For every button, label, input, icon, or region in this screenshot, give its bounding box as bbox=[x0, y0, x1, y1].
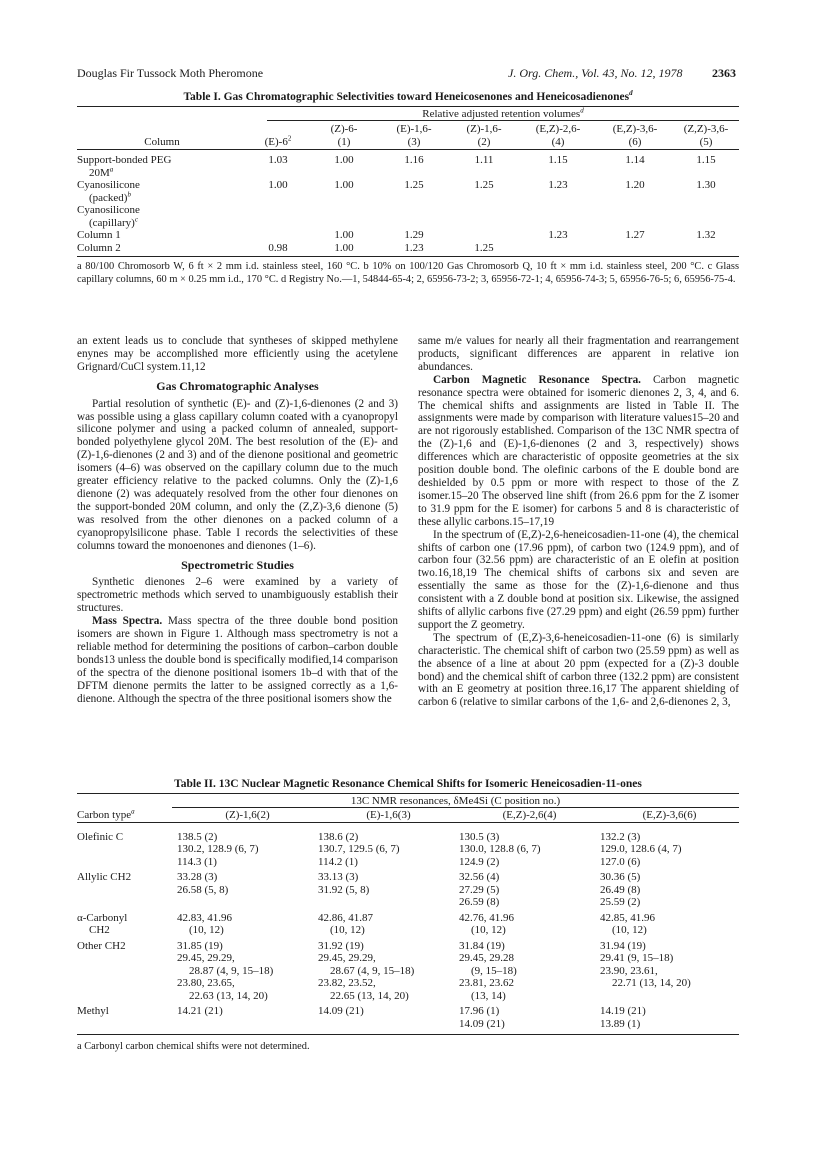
table-cell bbox=[177, 868, 318, 909]
row-label-sup: a bbox=[109, 164, 114, 173]
carbon-type-cell bbox=[77, 909, 177, 937]
table-1-head-row-2 bbox=[77, 136, 739, 150]
carbon-type-line: Allylic CH2 bbox=[77, 871, 132, 883]
cell-line: 138.5 (2) bbox=[177, 830, 218, 843]
cell-line: 26.59 (8) bbox=[459, 896, 500, 908]
table-cell bbox=[519, 204, 597, 229]
carbon-type-text: Carbon type bbox=[77, 809, 132, 821]
table-cell: 1.25 bbox=[474, 241, 494, 254]
table-cell: 1.14 bbox=[625, 154, 645, 166]
table-1-col-head-top: (E,Z)-2,6- bbox=[535, 123, 581, 135]
row-label-sup: b bbox=[127, 189, 131, 198]
table-1-col-head-text: (4) bbox=[551, 135, 565, 148]
section-heading-gc: Gas Chromatographic Analyses bbox=[156, 378, 319, 393]
table-cell: 1.29 bbox=[404, 229, 424, 241]
carbon-type-line: α-Carbonyl bbox=[77, 911, 128, 924]
table-1-col-head-sup: 2 bbox=[287, 133, 292, 142]
table-cell bbox=[177, 1002, 318, 1030]
left-col-paragraph-3 bbox=[77, 615, 398, 705]
row-label-line: Cyanosilicone bbox=[77, 179, 140, 191]
cell-line: 114.3 (1) bbox=[177, 855, 217, 868]
table-1-col-head-text: (E)-6 bbox=[264, 135, 288, 148]
table-cell bbox=[318, 1002, 459, 1030]
table-1-group-header-sup: d bbox=[580, 106, 584, 115]
carbon-type-line: CH2 bbox=[89, 924, 110, 936]
cell-line: 29.45, 29.29, bbox=[318, 952, 376, 964]
table-cell bbox=[459, 868, 600, 909]
table-2-col-head: (E)-1,6(3) bbox=[318, 809, 459, 822]
table-1-col-head-top bbox=[247, 123, 309, 136]
table-1-col-head-text: (6) bbox=[628, 135, 642, 148]
carbon-type-sup: a bbox=[131, 807, 135, 816]
table-cell: 0.98 bbox=[268, 241, 288, 254]
cell-line: 31.84 (19) bbox=[459, 939, 505, 952]
table-cell bbox=[318, 868, 459, 909]
row-label-line: Column 2 bbox=[77, 241, 121, 254]
table-cell bbox=[247, 204, 309, 229]
cell-line: 31.92 (19) bbox=[318, 939, 364, 952]
table-cell: 1.00 bbox=[334, 229, 354, 241]
table-cell bbox=[600, 909, 739, 937]
cell-line: (9, 15–18) bbox=[471, 964, 517, 977]
cell-line: 31.92 (5, 8) bbox=[318, 883, 370, 896]
table-1-col-head-bottom bbox=[673, 136, 739, 150]
cell-line: 129.0, 128.6 (4, 7) bbox=[600, 843, 682, 855]
table-cell: 1.23 bbox=[548, 229, 568, 241]
right-column bbox=[418, 335, 739, 709]
table-cell bbox=[597, 204, 673, 229]
carbon-type-line: Other CH2 bbox=[77, 939, 126, 952]
cell-line: 14.09 (21) bbox=[318, 1005, 364, 1017]
table-1-row-label bbox=[77, 242, 247, 255]
table-1-grid bbox=[77, 123, 739, 254]
table-cell bbox=[177, 937, 318, 1003]
table-row bbox=[77, 868, 739, 909]
table-cell: 1.15 bbox=[696, 154, 716, 166]
table-2-col-head: (E,Z)-3,6(6) bbox=[600, 809, 739, 822]
right-col-paragraph-1-text: Carbon magnetic resonance spectra were obtained for isomeric dienones 2, 3, 4, and 6. The chemical shifts and assignments are listed in Table II. The assignments were made by comparison with literature values15–20 and are not rigorously established. Comparison of the 13C NMR spectra of the (Z)-1,6 and (E)-1,6-dienones (2 and 3, respectively) shows differences which are characteristic of opposite geometries at the six position double bond. The olefinic carbons of the E double bond are deshielded by 0.5 ppm or more with respect to those of the Z isomer.15–20 The observed line shift (from 26.6 ppm for the Z isomer to 31.9 ppm for the E isomer) for carbons 5 and 8 is characteristic of these allylic carbons.15–17,19 bbox=[418, 373, 739, 528]
cell-line: 132.2 (3) bbox=[600, 830, 641, 843]
table-cell bbox=[459, 1002, 600, 1030]
cell-line: 32.56 (4) bbox=[459, 871, 500, 883]
cell-line: 14.09 (21) bbox=[459, 1017, 505, 1030]
row-label-line: (capillary)$^c$ bbox=[89, 214, 138, 229]
cell-line: 26.49 (8) bbox=[600, 883, 641, 896]
table-cell bbox=[597, 242, 673, 255]
table-1-col-head-bottom bbox=[449, 136, 519, 150]
table-cell: 1.00 bbox=[334, 154, 354, 166]
table-2-col-head: (E,Z)-2,6(4) bbox=[459, 809, 600, 822]
cell-line: 124.9 (2) bbox=[459, 855, 500, 868]
mass-spectra-heading: Mass Spectra. bbox=[92, 615, 163, 628]
cell-line: 33.13 (3) bbox=[318, 871, 359, 883]
table-cell: 1.00 bbox=[334, 179, 354, 191]
cell-line: 130.0, 128.8 (6, 7) bbox=[459, 843, 541, 855]
carbon-type-line: Methyl bbox=[77, 1005, 109, 1017]
table-cell bbox=[379, 204, 449, 229]
table-2-group-rule bbox=[172, 807, 739, 808]
table-row bbox=[77, 937, 739, 1003]
left-col-paragraph-0: an extent leads us to conclude that syntheses of skipped methylene enynes may be accomplished more efficiently using the acetylene Grignard/CuCl system.11,12 bbox=[77, 335, 398, 373]
table-row bbox=[77, 822, 739, 868]
section-heading-spectrometric: Spectrometric Studies bbox=[181, 557, 294, 572]
left-col-paragraph-1: Partial resolution of synthetic (E)- and (Z)-1,6-dienones (2 and 3) was possible using a glass capillary column coated with a cyanopropyl silicone polymer and using a packed column of annealed, support-bonded polyethylene glycol 20M. The best resolution of the (E)- and (Z)-1,6-dienones (2 and 3) and of the dienone positional and geometric isomers (4–6) was observed on the capillary column due to the much greater efficiency relative to the packed columns. Only the (Z)-1,6 dienone (2) was adequately resolved from the other four dienones on the support-bonded 20M column, and only the (Z,Z)-3,6 dienone (5) was resolved from the other dienones on a packed column of a cyanopropylsilicone phase. Table I records the selectivities of these columns toward the monoenones and dienones (1–6). bbox=[77, 397, 398, 552]
table-1-col-head-bottom bbox=[247, 133, 309, 150]
table-row bbox=[77, 204, 739, 229]
table-cell bbox=[600, 937, 739, 1003]
table-1-col-head-text: (5) bbox=[699, 135, 713, 148]
table-1-col-head-bottom bbox=[597, 136, 673, 150]
table-row bbox=[77, 1002, 739, 1030]
table-cell: 1.20 bbox=[625, 179, 645, 191]
table-2-head-row bbox=[77, 809, 739, 822]
page-number: 2363 bbox=[712, 66, 736, 80]
cell-line: 28.87 (4, 9, 15–18) bbox=[189, 964, 274, 977]
cell-line: 23.80, 23.65, bbox=[177, 977, 235, 989]
table-cell: 1.00 bbox=[334, 241, 354, 254]
table-1-col-head-top: (E,Z)-3,6- bbox=[612, 123, 658, 135]
table-cell: 1.23 bbox=[548, 179, 568, 191]
table-1-col-head-top: (Z,Z)-3,6- bbox=[683, 123, 729, 135]
table-1-col-head-text: (2) bbox=[477, 135, 491, 148]
row-label-line: (packed)$^b$ bbox=[89, 189, 131, 204]
cell-line: 114.2 (1) bbox=[318, 855, 358, 868]
cell-line: 28.67 (4, 9, 15–18) bbox=[330, 964, 415, 977]
cell-line: 22.71 (13, 14, 20) bbox=[612, 977, 691, 989]
table-1-col-head-bottom bbox=[309, 136, 379, 150]
running-head-title: Douglas Fir Tussock Moth Pheromone bbox=[77, 66, 264, 80]
table-1 bbox=[77, 91, 739, 286]
table-1-head bbox=[77, 123, 739, 150]
cell-line: 13.89 (1) bbox=[600, 1017, 641, 1030]
right-col-paragraph-3: The spectrum of (E,Z)-3,6-heneicosadien-11-one (6) is similarly characteristic. The chemical shift of carbon two (25.59 ppm) as well as the absence of a line at about 20 ppm (expected for a (Z)-3 double bond) and the chemical shift of carbon three (132.2 ppm) are consistent with an E geometry at position three.16,17 The apparent shielding of carbon 6 (relative to similar carbons of the 1,6- and 2,6-dienones 2, 3, bbox=[418, 631, 739, 709]
cell-line: (10, 12) bbox=[189, 924, 224, 936]
table-1-row-label bbox=[77, 229, 247, 242]
cell-line: (10, 12) bbox=[330, 924, 365, 936]
table-2-grid bbox=[77, 809, 739, 1030]
table-cell bbox=[459, 822, 600, 868]
cell-line: 30.36 (5) bbox=[600, 871, 641, 883]
table-cell bbox=[309, 204, 379, 229]
table-cell bbox=[177, 822, 318, 868]
table-cell bbox=[318, 909, 459, 937]
cmr-heading: Carbon Magnetic Resonance Spectra. bbox=[433, 373, 641, 386]
table-cell bbox=[673, 204, 739, 229]
cell-line: 14.21 (21) bbox=[177, 1005, 223, 1017]
table-2-bottom-rule bbox=[77, 1034, 739, 1035]
table-1-col-head-text: (1) bbox=[337, 135, 351, 148]
table-1-group-rule bbox=[267, 120, 739, 121]
cell-line: 127.0 (6) bbox=[600, 855, 641, 868]
table-cell: 1.11 bbox=[474, 154, 494, 166]
carbon-type-line: Olefinic C bbox=[77, 830, 124, 843]
cell-line: 29.41 (9, 15–18) bbox=[600, 952, 674, 964]
cell-line: 42.76, 41.96 bbox=[459, 911, 514, 924]
carbon-type-cell bbox=[77, 822, 177, 868]
cell-line: (10, 12) bbox=[471, 924, 506, 936]
table-1-body bbox=[77, 150, 739, 255]
table-2-footnote: a Carbonyl carbon chemical shifts were not determined. bbox=[77, 1041, 310, 1052]
table-cell: 1.30 bbox=[696, 179, 716, 191]
cell-line: 138.6 (2) bbox=[318, 830, 359, 843]
table-1-bottom-rule bbox=[77, 256, 739, 257]
table-2-group-header: 13C NMR resonances, δMe4Si (C position no.) bbox=[350, 795, 561, 807]
table-cell bbox=[318, 937, 459, 1003]
journal-citation: J. Org. Chem., Vol. 43, No. 12, 1978 bbox=[508, 66, 683, 80]
cell-line: 22.63 (13, 14, 20) bbox=[189, 989, 268, 1002]
table-1-col-head-bottom bbox=[379, 136, 449, 150]
table-row bbox=[77, 150, 739, 180]
table-1-title-sup: d bbox=[629, 89, 633, 98]
table-cell bbox=[459, 937, 600, 1003]
table-cell bbox=[600, 868, 739, 909]
cell-line: 23.90, 23.61, bbox=[600, 964, 658, 977]
cell-line: 22.65 (13, 14, 20) bbox=[330, 989, 409, 1002]
table-1-row-label bbox=[77, 179, 247, 204]
table-cell: 1.16 bbox=[404, 154, 424, 166]
row-label-sup: c bbox=[134, 214, 138, 223]
cell-line: 130.2, 128.9 (6, 7) bbox=[177, 843, 259, 855]
carbon-type-cell bbox=[77, 937, 177, 1003]
table-2-body bbox=[77, 822, 739, 1030]
cell-line: 33.28 (3) bbox=[177, 871, 218, 883]
table-cell bbox=[673, 242, 739, 255]
cell-line: 31.85 (19) bbox=[177, 939, 223, 952]
table-cell: 1.23 bbox=[404, 241, 424, 254]
table-cell bbox=[449, 229, 519, 242]
cell-line: 29.45, 29.28 bbox=[459, 952, 514, 964]
row-label-line: Cyanosilicone bbox=[77, 204, 140, 216]
left-column bbox=[77, 335, 398, 705]
table-row bbox=[77, 229, 739, 242]
table-1-title-text: Table I. Gas Chromatographic Selectivities toward Heneicosenones and Heneicosadienones bbox=[183, 91, 630, 103]
table-1-group-header bbox=[267, 108, 739, 120]
table-2 bbox=[77, 778, 739, 1053]
table-1-row-label bbox=[77, 204, 247, 229]
table-1-row-label bbox=[77, 150, 247, 180]
cell-line: 42.83, 41.96 bbox=[177, 911, 232, 924]
cell-line: 17.96 (1) bbox=[459, 1005, 500, 1017]
cell-line: 130.5 (3) bbox=[459, 830, 500, 843]
left-col-paragraph-3-text: Mass spectra of the three double bond position isomers are shown in Figure 1. Although mass spectrometry is not a reliable method for determining the positions of carbon–carbon double bonds13 unless the double bond is specifically modified,14 comparison of the spectra of the dienone positional isomers 1b–d with that of the DFTM dienone permits the latter to be assigned correctly as a 1,6-dienone. Although the spectra of the three positional isomers show the bbox=[77, 615, 398, 705]
table-cell: 1.15 bbox=[548, 154, 568, 166]
table-cell bbox=[600, 822, 739, 868]
table-1-title bbox=[77, 91, 739, 103]
table-1-col-head-top: (Z)-6- bbox=[330, 123, 358, 135]
right-col-paragraph-1 bbox=[418, 374, 739, 529]
table-cell: 1.25 bbox=[404, 179, 424, 191]
table-1-footnote: a 80/100 Chromosorb W, 6 ft × 2 mm i.d. stainless steel, 160 °C. b 10% on 100/120 Gas Chromosorb Q, 10 ft × mm i.d. stainless steel, 200 °C. c Glass capillary columns, 60 m × 0.25 mm i.d., 170 °C. d Registry No.—1, 54844-65-4; 2, 65956-73-2; 3, 65956-72-1; 4, 65956-74-3; 5, 65956-76-5; 6, 65956-75-4. bbox=[77, 261, 739, 285]
cell-line: (13, 14) bbox=[471, 989, 506, 1002]
table-row bbox=[77, 242, 739, 255]
table-1-col-head-top: (E)-1,6- bbox=[396, 123, 432, 135]
right-col-paragraph-0: same m/e values for nearly all their fragmentation and rearrangement products, significant differences are apparent in relative ion abundances. bbox=[418, 335, 739, 373]
table-cell bbox=[459, 909, 600, 937]
carbon-type-cell bbox=[77, 1002, 177, 1030]
cell-line: 31.94 (19) bbox=[600, 939, 646, 952]
table-1-column-label: Column bbox=[77, 136, 247, 150]
table-cell bbox=[519, 242, 597, 255]
table-1-head-empty bbox=[77, 123, 247, 136]
right-col-paragraph-2: In the spectrum of (E,Z)-2,6-heneicosadien-11-one (4), the chemical shifts of carbon one (17.96 ppm), of carbon two (124.9 ppm), and of carbon four (32.56 ppm) are characteristic of an E olefin at position two.16,18,19 The chemical shifts of carbons six and seven are essentially the same as those for the (Z)-1,6-dienone and thus consistent with a Z double bond at position six. Likewise, the assigned shifts of allylic carbons five (27.29 ppm) and eight (26.59 ppm) further support the Z geometry. bbox=[418, 528, 739, 631]
left-col-paragraph-2: Synthetic dienones 2–6 were examined by a variety of spectrometric methods which served to unambiguously establish their structures. bbox=[77, 576, 398, 615]
cell-line: 14.19 (21) bbox=[600, 1005, 646, 1017]
cell-line: 29.45, 29.29, bbox=[177, 952, 235, 964]
cell-line: 27.29 (5) bbox=[459, 883, 500, 896]
table-row bbox=[77, 909, 739, 937]
cell-line: 42.85, 41.96 bbox=[600, 911, 655, 924]
table-2-col-head: (Z)-1,6(2) bbox=[177, 809, 318, 822]
table-2-title: Table II. 13C Nuclear Magnetic Resonance Chemical Shifts for Isomeric Heneicosadien-11-ones bbox=[174, 778, 642, 790]
row-label-line: Support-bonded PEG bbox=[77, 154, 172, 166]
table-cell bbox=[247, 229, 309, 242]
cell-line: 23.82, 23.52, bbox=[318, 977, 376, 989]
table-1-col-head-text: (3) bbox=[407, 135, 421, 148]
table-row bbox=[77, 179, 739, 204]
table-1-col-head-top: (Z)-1,6- bbox=[466, 123, 502, 135]
cell-line: 42.86, 41.87 bbox=[318, 911, 373, 924]
row-label-line: $20M^a$ bbox=[89, 164, 114, 179]
table-cell bbox=[600, 1002, 739, 1030]
table-1-col-head-bottom bbox=[519, 136, 597, 150]
table-1-group-header-text: Relative adjusted retention volumes bbox=[422, 108, 581, 120]
table-cell: 1.25 bbox=[474, 179, 494, 191]
table-cell: 1.32 bbox=[696, 229, 716, 241]
table-cell: 1.00 bbox=[268, 179, 288, 191]
table-cell: 1.03 bbox=[268, 154, 288, 166]
table-2-head bbox=[77, 809, 739, 822]
table-cell bbox=[318, 822, 459, 868]
carbon-type-cell bbox=[77, 868, 177, 909]
table-cell bbox=[177, 909, 318, 937]
cell-line: 23.81, 23.62 bbox=[459, 977, 514, 989]
cell-line: 26.58 (5, 8) bbox=[177, 883, 229, 896]
cell-line: (10, 12) bbox=[612, 924, 647, 936]
cell-line: 130.7, 129.5 (6, 7) bbox=[318, 843, 400, 855]
carbon-type-label bbox=[77, 809, 177, 822]
row-label-line: Column 1 bbox=[77, 229, 121, 241]
table-cell: 1.27 bbox=[625, 229, 645, 241]
table-cell bbox=[449, 204, 519, 229]
table-1-head-row-1 bbox=[77, 123, 739, 136]
cell-line: 25.59 (2) bbox=[600, 896, 641, 908]
